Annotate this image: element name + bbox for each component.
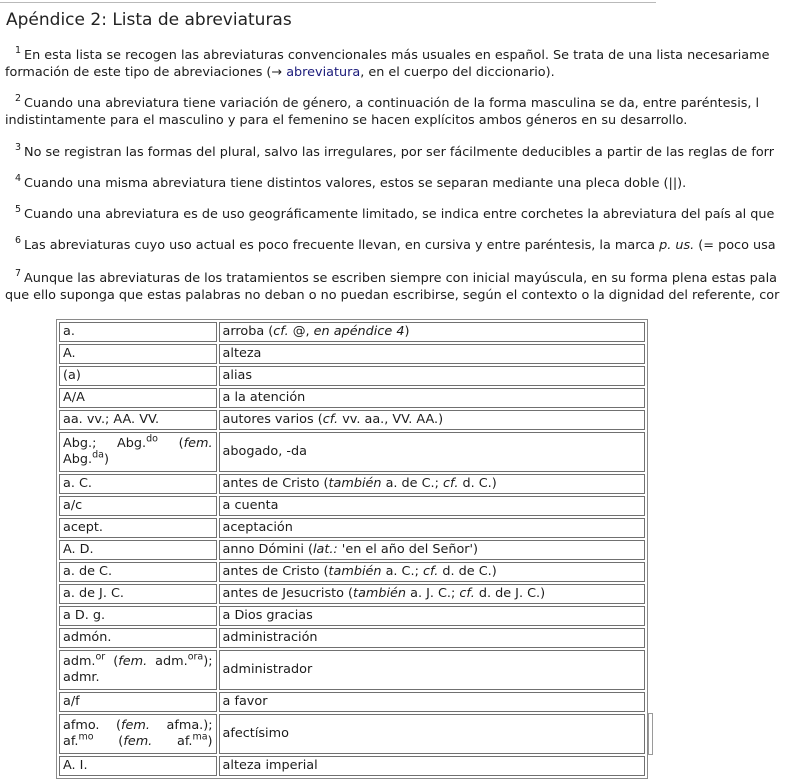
- note-3-line1: No se registran las formas del plural, salvo las irregulares, por ser fácilmente deducibles a partir de las reglas de forr: [24, 145, 774, 160]
- abbr-cell: aa. vv.; AA. VV.: [59, 410, 217, 430]
- note-2-number: 2: [15, 92, 22, 104]
- abbr-text: a.: [63, 324, 75, 339]
- note-5-number: 5: [15, 203, 22, 215]
- top-rule: [0, 2, 656, 3]
- note-4-line1: Cuando una misma abreviatura tiene distintos valores, estos se separan mediante una pleca doble (||).: [24, 176, 687, 191]
- note-6-line1-post: (= poco usa: [694, 238, 776, 253]
- meaning-cell: afectísimo: [219, 714, 645, 754]
- note-6-line1-pre: Las abreviaturas cuyo uso actual es poco frecuente llevan, en cursiva y entre paréntesis, la marca: [24, 238, 660, 253]
- table-row: [59, 540, 645, 560]
- abbr-cell: A/A: [59, 388, 217, 408]
- meaning-cell: antes de Cristo (también a. C.; cf. d. de C.): [219, 562, 645, 582]
- meaning-cell: a cuenta: [219, 496, 645, 516]
- table-row: [59, 432, 645, 472]
- abbreviations-table: [56, 319, 648, 779]
- table-row: [59, 410, 645, 430]
- note-3: [5, 141, 774, 161]
- note-7-line2: que ello suponga que estas palabras no deban o no puedan escribirse, según el contexto o la dignidad del referente, cor: [5, 288, 780, 303]
- abbr-cell: A. I.: [59, 756, 217, 776]
- table-row: [59, 496, 645, 516]
- abbr-cell: a. de C.: [59, 562, 217, 582]
- note-3-number: 3: [15, 141, 22, 153]
- meaning-cell: administración: [219, 628, 645, 648]
- table-row: [59, 584, 645, 604]
- table-row: [59, 474, 645, 494]
- abbr-cell: Abg.; Abg.$^{do}$ (fem. Abg.$^{da}$): [59, 432, 217, 472]
- note-7: [5, 267, 780, 304]
- note-7-line1: Aunque las abreviaturas de los tratamientos se escriben siempre con inicial mayúscula, en su forma plena estas pala: [24, 271, 777, 286]
- table-row: [59, 322, 645, 342]
- meaning-cell: a la atención: [219, 388, 645, 408]
- page-title: Apéndice 2: Lista de abreviaturas: [6, 10, 292, 30]
- note-1: [5, 44, 770, 81]
- table-row: [59, 650, 645, 690]
- abbr-cell: adm.$^{or}$ (fem. adm.$^{ora}$); admr.: [59, 650, 217, 690]
- resize-handle[interactable]: [648, 713, 653, 755]
- abbr-cell: a. C.: [59, 474, 217, 494]
- note-2-line1: Cuando una abreviatura tiene variación de género, a continuación de la forma masculina se da, entre paréntesis, l: [24, 96, 760, 111]
- meaning-cell: a favor: [219, 692, 645, 712]
- abbr-cell: (a): [59, 366, 217, 386]
- meaning-cell: anno Dómini (lat.: 'en el año del Señor'): [219, 540, 645, 560]
- meaning-cell: autores varios (cf. vv. aa., VV. AA.): [219, 410, 645, 430]
- table-row: [59, 628, 645, 648]
- abbr-cell: A. D.: [59, 540, 217, 560]
- note-1-number: 1: [15, 44, 22, 56]
- abbr-cell: [59, 322, 217, 342]
- meaning-cell: antes de Cristo (también a. de C.; cf. d. C.): [219, 474, 645, 494]
- note-1-line2-post: , en el cuerpo del diccionario).: [360, 65, 555, 80]
- note-1-line1: En esta lista se recogen las abreviaturas convencionales más usuales en español. Se trata de una lista necesariame: [24, 48, 770, 63]
- abbr-cell: admón.: [59, 628, 217, 648]
- meaning-cell: antes de Jesucristo (también a. J. C.; cf. d. de J. C.): [219, 584, 645, 604]
- table-row: [59, 756, 645, 776]
- meaning-cell: alteza imperial: [219, 756, 645, 776]
- note-2: [5, 92, 760, 129]
- meaning-cell: alias: [219, 366, 645, 386]
- p-us-mark: p. us.: [659, 238, 695, 253]
- table-row: [59, 562, 645, 582]
- table-row: [59, 606, 645, 626]
- note-1-line2-pre: formación de este tipo de abreviaciones (→: [5, 65, 287, 80]
- meaning-cell: a Dios gracias: [219, 606, 645, 626]
- abbr-cell: a/f: [59, 692, 217, 712]
- note-5-line1: Cuando una abreviatura es de uso geográficamente limitado, se indica entre corchetes la abreviatura del país al que: [24, 207, 775, 222]
- abreviatura-link[interactable]: abreviatura: [286, 65, 361, 80]
- abbr-cell: a. de J. C.: [59, 584, 217, 604]
- table-row: [59, 366, 645, 386]
- table-row: [59, 344, 645, 364]
- note-2-line2: indistintamente para el masculino y para el femenino se hacen explícitos ambos géneros en su desarrollo.: [5, 113, 688, 128]
- note-7-number: 7: [15, 267, 22, 279]
- abbr-cell: A.: [59, 344, 217, 364]
- meaning-cell: abogado, -da: [219, 432, 645, 472]
- table-row: [59, 714, 645, 754]
- abbr-cell: a/c: [59, 496, 217, 516]
- meaning-cell: aceptación: [219, 518, 645, 538]
- note-5: [5, 203, 775, 223]
- note-6: [5, 234, 776, 254]
- meaning-cell: arroba (cf. @, en apéndice 4): [219, 322, 645, 342]
- meaning-cell: administrador: [219, 650, 645, 690]
- note-6-number: 6: [15, 234, 22, 246]
- note-4-number: 4: [15, 172, 22, 184]
- abbr-cell: afmo. (fem. afma.); af.$^{mo}$ (fem. af.$^{ma}$): [59, 714, 217, 754]
- table-row: [59, 388, 645, 408]
- abbr-cell: a D. g.: [59, 606, 217, 626]
- table-row: [59, 518, 645, 538]
- abbr-cell: acept.: [59, 518, 217, 538]
- meaning-cell: alteza: [219, 344, 645, 364]
- table-row: [59, 692, 645, 712]
- note-4: [5, 172, 687, 192]
